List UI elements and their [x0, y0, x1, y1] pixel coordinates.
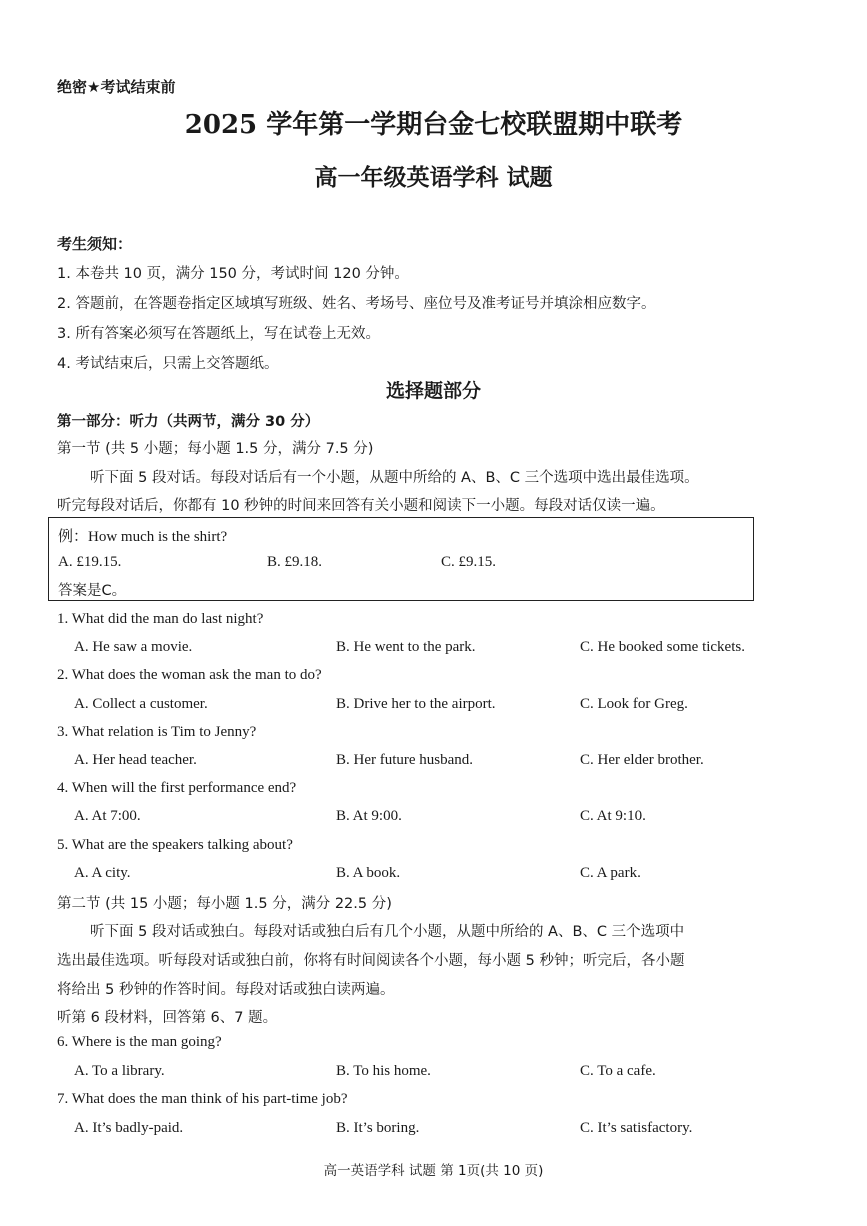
notice-item: 4. 考试结束后，只需上交答题纸。 [57, 356, 279, 372]
notice-item: 3. 所有答案必须写在答题纸上，写在试卷上无效。 [57, 326, 380, 342]
example-option-c: C. £9.15. [441, 554, 497, 570]
section1-instruction: 听完每段对话后，你都有 10 秒钟的时间来回答有关小题和阅读下一小题。每段对话仅读一遍。 [57, 498, 665, 514]
notice-item: 2. 答题前，在答题卷指定区域填写班级、姓名、考场号、座位号及准考证号并填涂相应数字。 [57, 296, 656, 312]
page-footer: 高一英语学科 试题 第 1页(共 10 页) [323, 1163, 544, 1179]
section2-instruction: 选出最佳选项。听每段对话或独白前，你将有时间阅读各个小题，每小题 5 秒钟；听完后，各小题 [57, 953, 685, 969]
option-c: C. At 9:10. [580, 808, 646, 824]
question: 4. When will the first performance end? [57, 780, 297, 796]
section1-instruction: 听下面 5 段对话。每段对话后有一个小题，从题中所给的 A、B、C 三个选项中选出最佳选项。 [90, 470, 699, 486]
notice-heading: 考生须知： [57, 235, 133, 253]
option-b: B. At 9:00. [336, 808, 402, 824]
option-b: B. Drive her to the airport. [336, 696, 496, 712]
option-c: C. He booked some tickets. [580, 639, 745, 655]
option-b: B. He went to the park. [336, 639, 476, 655]
option-c: C. To a cafe. [580, 1063, 656, 1079]
section2-heading: 第二节 (共 15 小题；每小题 1.5 分，满分 22.5 分) [57, 896, 392, 912]
question: 6. Where is the man going? [57, 1034, 222, 1050]
exam-title: 2025 学年第一学期台金七校联盟期中联考 [184, 110, 683, 140]
example-question: 例：How much is the shirt? [58, 529, 228, 545]
example-option-a: A. £19.15. [58, 554, 122, 570]
option-a: A. At 7:00. [74, 808, 141, 824]
confidential-label: 绝密★考试结束前 [57, 78, 176, 96]
notice-item: 1. 本卷共 10 页，满分 150 分，考试时间 120 分钟。 [57, 266, 409, 282]
section2-instruction: 听下面 5 段对话或独白。每段对话或独白后有几个小题，从题中所给的 A、B、C 三个选项中 [90, 924, 685, 940]
question: 2. What does the woman ask the man to do? [57, 667, 322, 683]
example-box [48, 517, 754, 601]
option-c: C. A park. [580, 865, 641, 881]
part-heading: 第一部分：听力（共两节，满分 30 分） [57, 414, 320, 430]
question: 5. What are the speakers talking about? [57, 837, 293, 853]
option-c: C. Her elder brother. [580, 752, 704, 768]
question: 3. What relation is Tim to Jenny? [57, 724, 257, 740]
question: 1. What did the man do last night? [57, 611, 264, 627]
section2-instruction: 将给出 5 秒钟的作答时间。每段对话或独白读两遍。 [57, 982, 395, 998]
question: 7. What does the man think of his part-time job? [57, 1091, 348, 1107]
option-a: A. Collect a customer. [74, 696, 208, 712]
option-b: B. It’s boring. [336, 1120, 420, 1136]
option-b: B. To his home. [336, 1063, 431, 1079]
option-c: C. It’s satisfactory. [580, 1120, 693, 1136]
option-b: B. A book. [336, 865, 401, 881]
option-a: A. A city. [74, 865, 131, 881]
material-note: 听第 6 段材料，回答第 6、7 题。 [57, 1010, 278, 1026]
example-option-b: B. £9.18. [267, 554, 323, 570]
option-a: A. It’s badly-paid. [74, 1120, 184, 1136]
option-c: C. Look for Greg. [580, 696, 688, 712]
section-title: 选择题部分 [385, 380, 481, 402]
section1-heading: 第一节 (共 5 小题；每小题 1.5 分，满分 7.5 分) [57, 441, 374, 457]
option-a: A. Her head teacher. [74, 752, 197, 768]
option-a: A. To a library. [74, 1063, 165, 1079]
option-b: B. Her future husband. [336, 752, 474, 768]
option-a: A. He saw a movie. [74, 639, 193, 655]
exam-subtitle: 高一年级英语学科 试题 [314, 164, 553, 191]
example-answer: 答案是C。 [58, 583, 127, 599]
